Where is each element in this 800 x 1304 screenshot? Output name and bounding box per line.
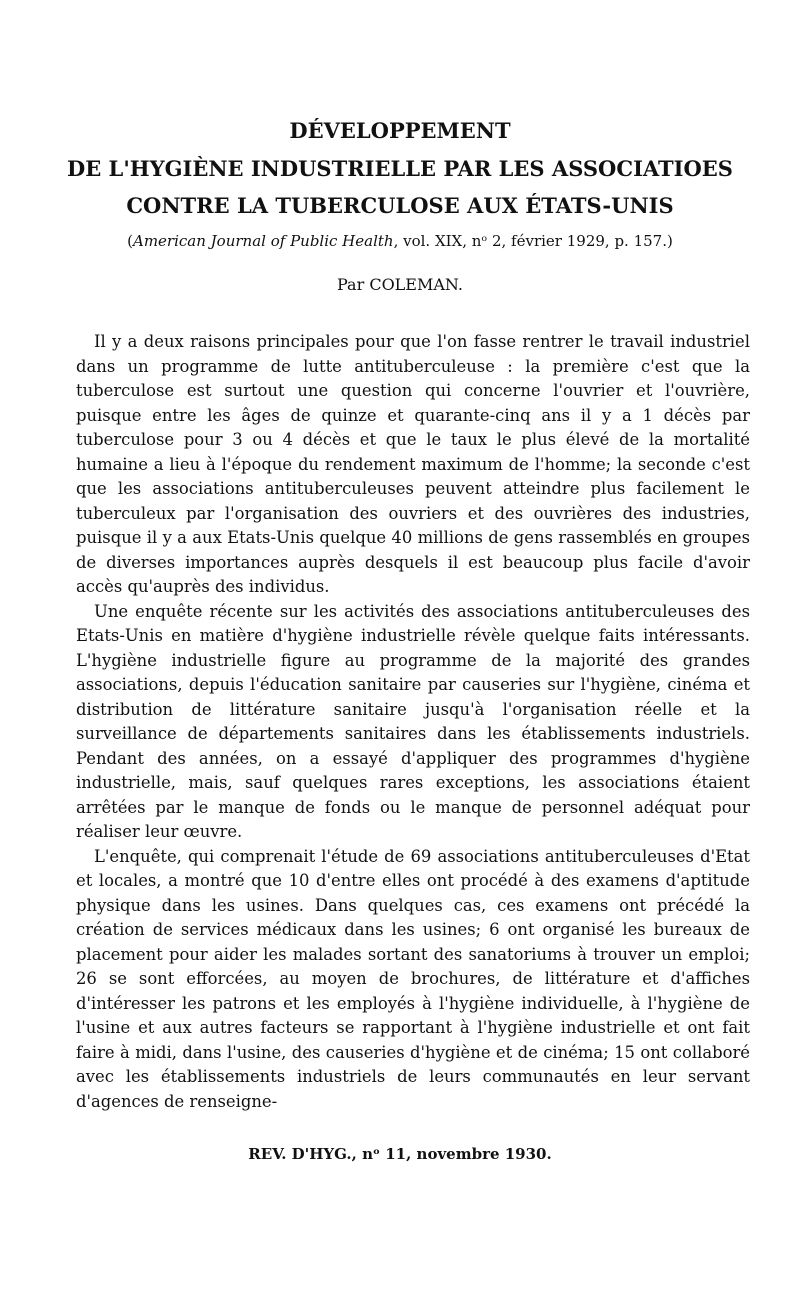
citation: [40, 232, 760, 250]
citation-journal: American Journal of Public Health: [133, 232, 394, 250]
paragraph: Il y a deux raisons principales pour que l'on fasse rentrer le travail industriel dans un programme de lutte antituberculeuse : la première c'est que la tuberculose est surtout une question qui concerne l'ouvrier et l'ouvrière, puisque entre les âges de quinze et quarante-cinq ans il y a 1 décès par tuberculose pour 3 ou 4 décès et que le taux le plus élevé de la mortalité humaine a lieu à l'époque du rendement maximum de l'homme; la seconde c'est que les associations antituberculeuses peuvent atteindre plus facilement le tuberculeux par l'organisation des ouvriers et des ouvrières des industries, puisque il y a aux Etats-Unis quelque 40 millions de gens rassemblés en groupes de diverses importances auprès desquels il est beaucoup plus facile d'avoir accès qu'auprès des individus.: [76, 332, 750, 596]
author-line: Par COLEMAN.: [337, 275, 463, 294]
citation-details: , vol. XIX, nᵒ 2, février 1929, p. 157.): [393, 232, 673, 250]
article-body: [76, 330, 750, 1114]
title-line-1: DÉVELOPPEMENT: [289, 118, 511, 143]
page-footer: REV. D'HYG., nᵒ 11, novembre 1930.: [248, 1145, 552, 1163]
paragraph: Une enquête récente sur les activités des associations antituberculeuses des Etats-Unis en matière d'hygiène industrielle révèle quelque faits intéressants. L'hygiène industrielle figure au programme de la majorité des grandes associations, depuis l'éducation sanitaire par causeries sur l'hygiène, cinéma et distribution de littérature sanitaire jusqu'à l'organisation réelle et la surveillance de départements sanitaires dans les établissements industriels. Pendant des années, on a essayé d'appliquer des programmes d'hygiène industrielle, mais, sauf quelques rares exceptions, les associations étaient arrêtées par le manque de fonds ou le manque de personnel adéquat pour réaliser leur œuvre.: [76, 601, 750, 841]
title-line-2: DE L'HYGIÈNE INDUSTRIELLE PAR LES ASSOCIATIOES: [67, 156, 733, 181]
title-line-3: CONTRE LA TUBERCULOSE AUX ÉTATS-UNIS: [126, 193, 674, 218]
citation-open: (: [127, 232, 133, 250]
paragraph: L'enquête, qui comprenait l'étude de 69 associations antituberculeuses d'Etat et locales, a montré que 10 d'entre elles ont procédé à des examens d'aptitude physique dans les usines. Dans quelques cas, ces examens ont précédé la création de services médicaux dans les usines; 6 ont organisé les bureaux de placement pour aider les malades sortant des sanatoriums à trouver un emploi; 26 se sont efforcées, au moyen de brochures, de littérature et d'affiches d'intéresser les patrons et les employés à l'hygiène individuelle, à l'hygiène de l'usine et aux autres facteurs se rapportant à l'hygiène industrielle et ont fait faire à midi, dans l'usine, des causeries d'hygiène et de cinéma; 15 ont collaboré avec les établissements industriels de leurs communautés en leur servant d'agences de renseigne-: [76, 846, 750, 1111]
